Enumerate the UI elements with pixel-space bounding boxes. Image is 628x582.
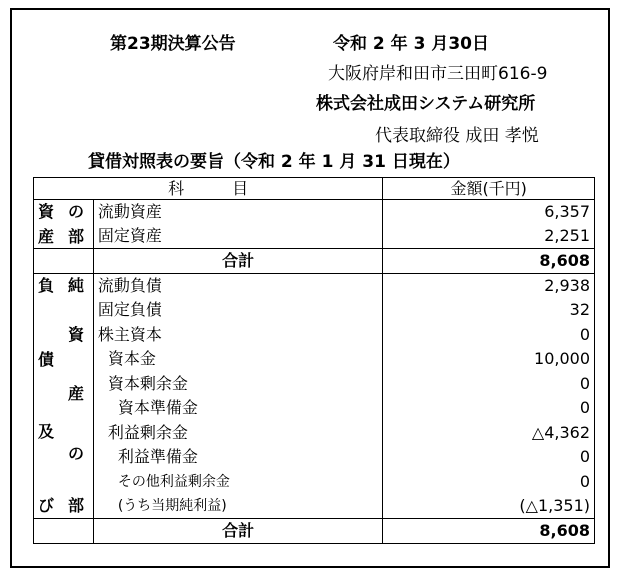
total-label: 合計 <box>93 519 383 544</box>
liabilities-side-label <box>34 274 94 519</box>
table-row <box>34 445 595 470</box>
total-amount: 8,608 <box>383 519 595 544</box>
row-amount: 0 <box>383 396 595 421</box>
row-label: 株主資本 <box>93 323 383 348</box>
total-spacer <box>34 249 94 274</box>
row-label: 資本金 <box>93 347 383 372</box>
table-row <box>34 323 595 348</box>
table-header-row <box>34 178 595 200</box>
side-char: 部 <box>68 227 85 246</box>
side-char: 産 <box>38 227 55 246</box>
column-header-item: 科 目 <box>34 178 383 200</box>
table-row <box>34 470 595 495</box>
table-row <box>34 372 595 397</box>
row-amount: △4,362 <box>383 421 595 446</box>
row-amount: 6,357 <box>383 200 595 225</box>
notice-title: 第23期決算公告 <box>110 34 236 54</box>
side-char: 資 <box>68 325 85 344</box>
balance-sheet-subtitle: 貸借対照表の要旨（令和 2 年 1 月 31 日現在） <box>88 152 460 172</box>
row-amount: (△1,351) <box>383 494 595 519</box>
row-amount: 32 <box>383 298 595 323</box>
table-row <box>34 224 595 249</box>
side-char: 部 <box>68 496 85 515</box>
row-label: 資本準備金 <box>93 396 383 421</box>
side-char: 負 <box>38 276 55 295</box>
row-amount: 0 <box>383 445 595 470</box>
assets-total-row <box>34 249 595 274</box>
side-char: 純 <box>68 276 85 295</box>
row-label: 固定資産 <box>93 224 383 249</box>
row-amount: 2,251 <box>383 224 595 249</box>
row-amount: 0 <box>383 372 595 397</box>
column-header-amount: 金額(千円) <box>383 178 595 200</box>
row-label: 固定負債 <box>93 298 383 323</box>
row-label: (うち当期純利益) <box>93 494 383 519</box>
assets-side-label <box>34 200 94 249</box>
table-row <box>34 200 595 225</box>
row-amount: 10,000 <box>383 347 595 372</box>
company-address: 大阪府岸和田市三田町616-9 <box>328 64 548 84</box>
row-label: 利益準備金 <box>93 445 383 470</box>
side-char: 産 <box>68 384 85 403</box>
notice-date: 令和 2 年 3 月30日 <box>333 34 489 54</box>
table-row <box>34 396 595 421</box>
row-label: 資本剰余金 <box>93 372 383 397</box>
side-char: の <box>68 202 85 221</box>
side-char: の <box>68 444 85 463</box>
side-char: び <box>38 496 55 515</box>
total-amount: 8,608 <box>383 249 595 274</box>
side-char: 債 <box>38 350 55 369</box>
row-amount: 0 <box>383 323 595 348</box>
row-amount: 2,938 <box>383 274 595 299</box>
row-label: 流動資産 <box>93 200 383 225</box>
total-spacer <box>34 519 94 544</box>
side-char: 及 <box>38 422 55 441</box>
side-char: 資 <box>38 202 55 221</box>
row-label: その他利益剰余金 <box>93 470 383 495</box>
table-row <box>34 274 595 299</box>
table-row <box>34 494 595 519</box>
representative: 代表取締役 成田 孝悦 <box>375 126 539 146</box>
total-label: 合計 <box>93 249 383 274</box>
table-row <box>34 298 595 323</box>
row-amount: 0 <box>383 470 595 495</box>
balance-sheet-table <box>33 177 595 544</box>
company-name: 株式会社成田システム研究所 <box>316 94 536 114</box>
table-row <box>34 347 595 372</box>
table-row <box>34 421 595 446</box>
row-label: 流動負債 <box>93 274 383 299</box>
row-label: 利益剰余金 <box>93 421 383 446</box>
liabilities-total-row <box>34 519 595 544</box>
